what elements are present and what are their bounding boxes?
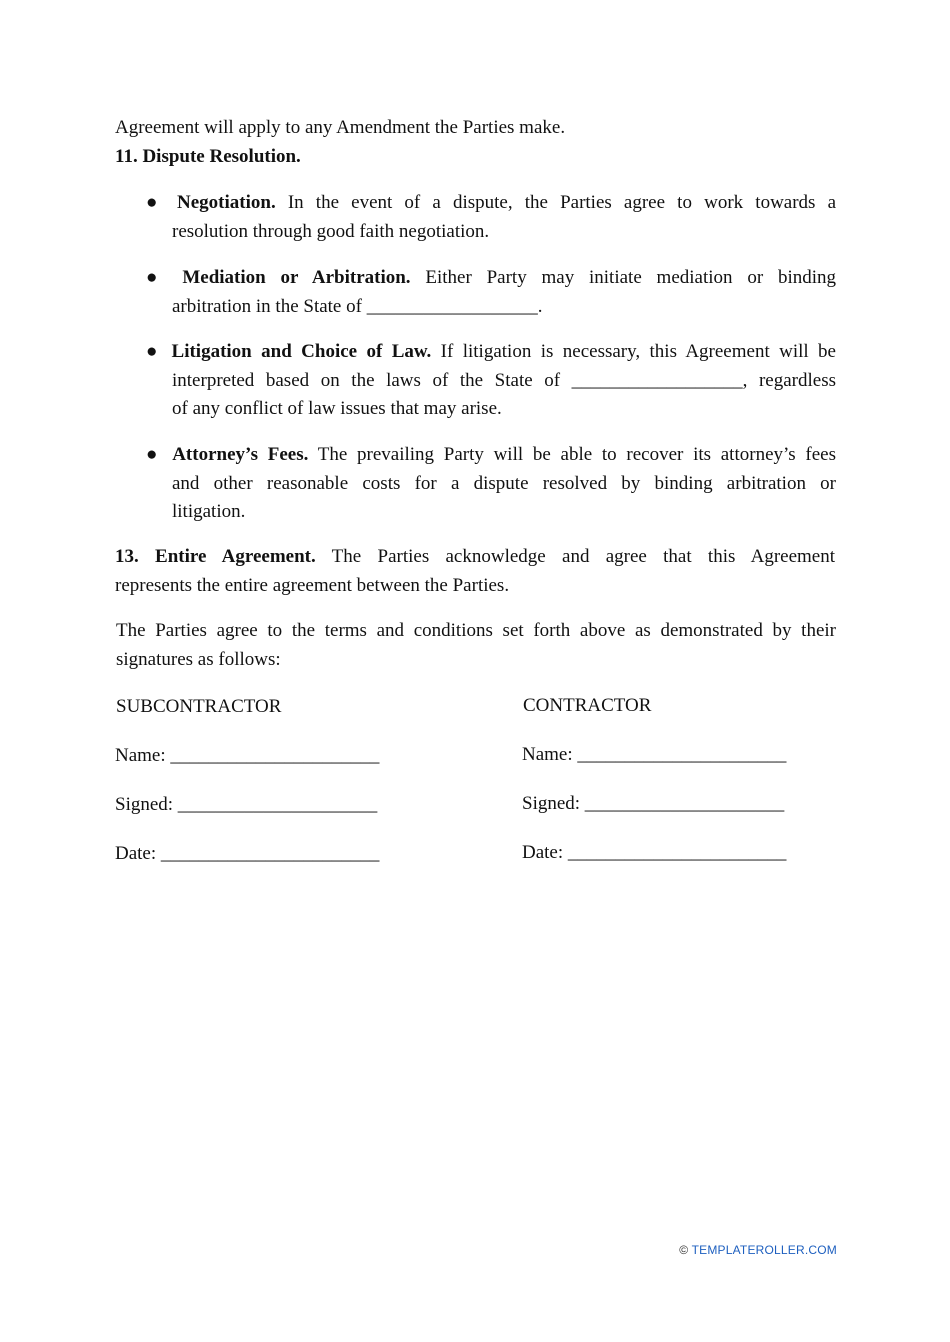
bullet-title: Attorney’s Fees.: [172, 444, 309, 465]
bullet-litigation: [146, 338, 836, 424]
bullet-attorneys-fees: [146, 441, 836, 527]
contractor-signed-field[interactable]: Signed: _____________________: [522, 793, 785, 814]
contractor-date-field[interactable]: Date: _______________________: [522, 842, 787, 863]
bullet-negotiation: [146, 189, 836, 246]
footer-site-link[interactable]: TEMPLATEROLLER.COM: [691, 1243, 837, 1257]
bullet-continuation: interpreted based on the laws of the State of __________________, regardless: [172, 369, 836, 391]
bullet-continuation: and other reasonable costs for a dispute resolved by binding arbitration or: [172, 472, 836, 494]
section-13-heading: 13. Entire Agreement.: [115, 546, 316, 567]
closing-line-1: The Parties agree to the terms and conditions set forth above as demonstrated by their: [116, 620, 836, 641]
bullet-first-line: [146, 441, 836, 470]
bullet-text: If litigation is necessary, this Agreement will be: [431, 341, 836, 362]
bullet-marker: ●: [146, 267, 168, 288]
contractor-label: CONTRACTOR: [523, 695, 652, 716]
closing-paragraph: [116, 617, 836, 674]
closing-line-2: signatures as follows:: [116, 648, 281, 670]
section-13-paragraph: [115, 543, 835, 600]
subcontractor-signed-field[interactable]: Signed: _____________________: [115, 794, 378, 815]
intro-line: Agreement will apply to any Amendment the Parties make.: [115, 117, 566, 138]
bullet-marker: ●: [146, 341, 163, 362]
bullet-marker: ●: [146, 444, 163, 465]
bullet-continuation: resolution through good faith negotiation.: [172, 220, 490, 242]
bullet-text: The prevailing Party will be able to recover its attorney’s fees: [308, 444, 836, 465]
bullet-marker: ●: [146, 192, 165, 213]
section-11-heading: 11. Dispute Resolution.: [115, 146, 301, 167]
bullet-continuation: of any conflict of law issues that may arise.: [172, 398, 502, 419]
copyright-symbol: ©: [679, 1243, 689, 1257]
subcontractor-date-field[interactable]: Date: _______________________: [115, 843, 380, 864]
bullet-continuation: litigation.: [172, 501, 246, 522]
bullet-continuation: arbitration in the State of __________________.: [172, 295, 543, 317]
subcontractor-label: SUBCONTRACTOR: [116, 696, 282, 717]
bullet-text: In the event of a dispute, the Parties agree to work towards a: [275, 192, 837, 213]
footer-watermark[interactable]: [679, 1243, 837, 1257]
subcontractor-name-field[interactable]: Name: ______________________: [115, 745, 380, 766]
bullet-first-line: [146, 189, 836, 218]
contractor-name-field[interactable]: Name: ______________________: [522, 744, 787, 765]
section-13-text: The Parties acknowledge and agree that this Agreement: [315, 546, 836, 567]
section-13-first-line: [115, 543, 835, 572]
bullet-text: Either Party may initiate mediation or binding: [410, 267, 837, 288]
bullet-first-line: [146, 264, 836, 293]
section-13-second-line: represents the entire agreement between the Parties.: [115, 574, 510, 596]
bullet-title: Mediation or Arbitration.: [182, 267, 411, 288]
bullet-title: Negotiation.: [177, 192, 276, 213]
bullet-title: Litigation and Choice of Law.: [171, 341, 432, 362]
bullet-mediation: [146, 264, 836, 321]
bullet-first-line: [146, 338, 836, 367]
